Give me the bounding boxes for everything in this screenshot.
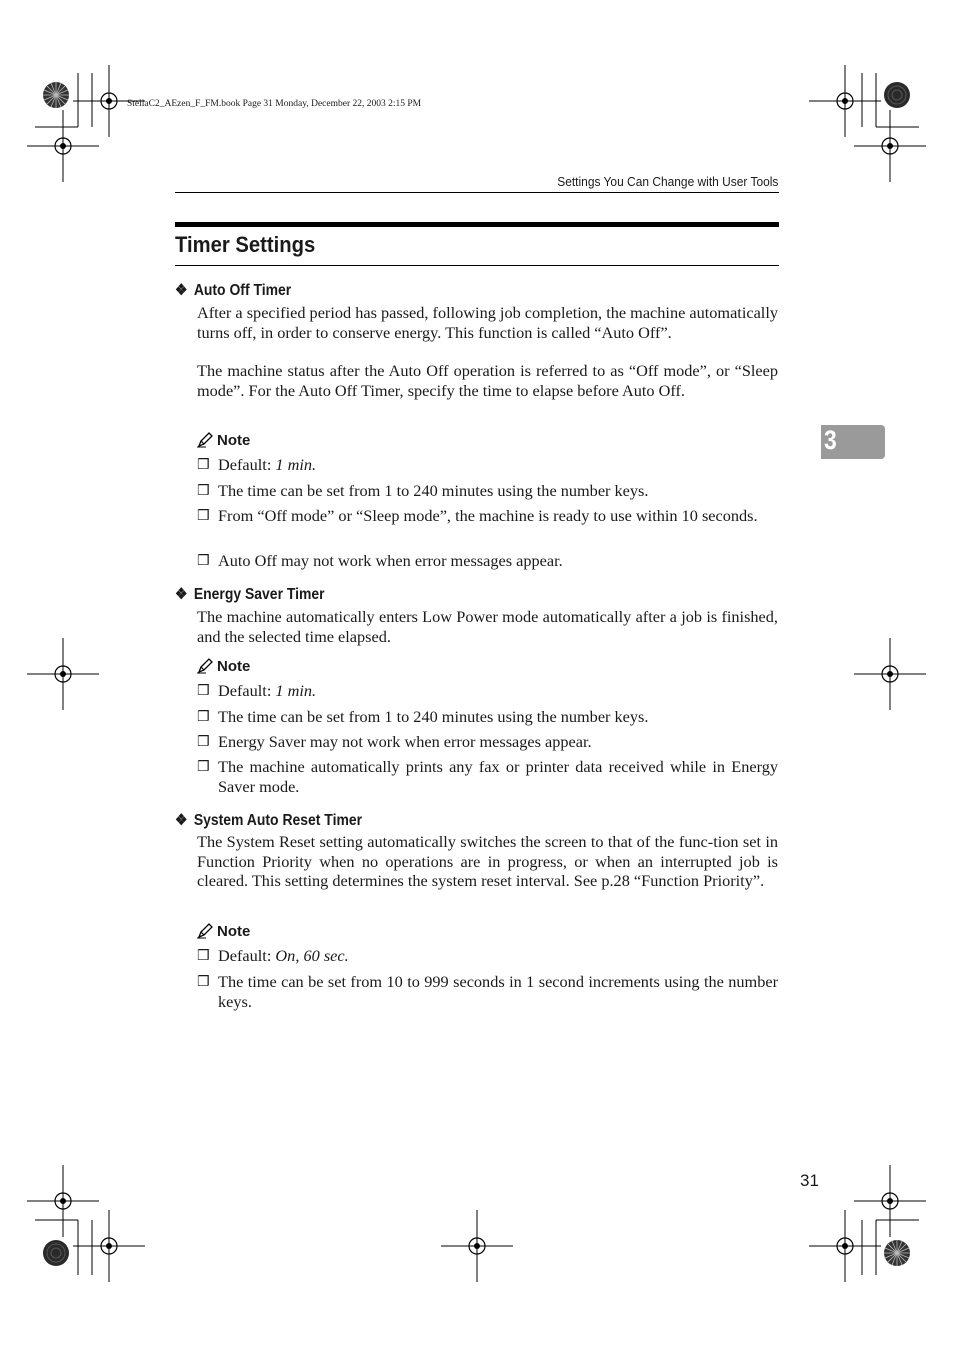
note-item: ❒ Default: On, 60 sec. — [197, 946, 349, 965]
note-item: ❒ Default: 1 min. — [197, 681, 317, 700]
paragraph: The System Reset setting automatically switches the screen to that of the func-tion set in Function Priority when no operations are in progress, or when an interrupted job is cleared. This setting determines the system reset interval. See p.28 “Function Priority”. — [197, 832, 778, 890]
title-bottom-rule — [175, 265, 779, 266]
diamond-icon: ❖ — [175, 586, 188, 603]
section-heading-auto-off: ❖ Auto Off Timer — [175, 282, 292, 299]
pencil-icon — [197, 432, 214, 448]
note-heading: Note — [197, 658, 250, 675]
section-heading-system-auto-reset: ❖ System Auto Reset Timer — [175, 812, 363, 829]
note-item: ❒ From “Off mode” or “Sleep mode”, the machine is ready to use within 10 seconds. — [197, 506, 758, 525]
chapter-number: 3 — [824, 425, 837, 455]
pencil-icon — [197, 923, 214, 939]
paragraph: The machine automatically enters Low Power mode automatically after a job is finished, and the selected time elapsed. — [197, 607, 778, 646]
note-item: ❒ The time can be set from 10 to 999 seconds in 1 second increments using the number keys. — [197, 972, 778, 1011]
note-item: ❒ Auto Off may not work when error messages appear. — [197, 551, 563, 570]
checkbox-icon: ❒ — [197, 948, 210, 964]
checkbox-icon: ❒ — [197, 709, 210, 725]
note-item: ❒ The machine automatically prints any fax or printer data received while in Energy Saver mode. — [197, 757, 778, 796]
chapter-tab — [821, 425, 885, 459]
section-heading-energy-saver: ❖ Energy Saver Timer — [175, 586, 325, 603]
diamond-icon: ❖ — [175, 812, 188, 829]
checkbox-icon: ❒ — [197, 553, 210, 569]
note-item: ❒ The time can be set from 1 to 240 minutes using the number keys. — [197, 707, 649, 726]
note-heading: Note — [197, 432, 250, 449]
print-slug: StellaC2_AEzen_F_FM.book Page 31 Monday, December 22, 2003 2:15 PM — [127, 99, 422, 109]
paragraph: After a specified period has passed, following job completion, the machine automatically turns off, in order to conserve energy. This function is called “Auto Off”. — [197, 303, 778, 342]
header-rule — [175, 192, 779, 193]
checkbox-icon: ❒ — [197, 508, 210, 524]
title-top-rule — [175, 222, 779, 227]
checkbox-icon: ❒ — [197, 974, 210, 990]
running-header: Settings You Can Change with User Tools — [556, 174, 778, 189]
checkbox-icon: ❒ — [197, 457, 210, 473]
checkbox-icon: ❒ — [197, 683, 210, 699]
diamond-icon: ❖ — [175, 282, 188, 299]
page-number: 31 — [800, 1171, 819, 1190]
note-item: ❒ Default: 1 min. — [197, 455, 317, 474]
checkbox-icon: ❒ — [197, 759, 210, 775]
pencil-icon — [197, 658, 214, 674]
note-item: ❒ Energy Saver may not work when error messages appear. — [197, 732, 592, 751]
note-item: ❒ The time can be set from 1 to 240 minutes using the number keys. — [197, 481, 649, 500]
note-heading: Note — [197, 923, 250, 940]
paragraph: The machine status after the Auto Off operation is referred to as “Off mode”, or “Sleep mode”. For the Auto Off Timer, specify the time to elapse before Auto Off. — [197, 361, 778, 400]
page-title: Timer Settings — [175, 232, 316, 257]
checkbox-icon: ❒ — [197, 483, 210, 499]
checkbox-icon: ❒ — [197, 734, 210, 750]
